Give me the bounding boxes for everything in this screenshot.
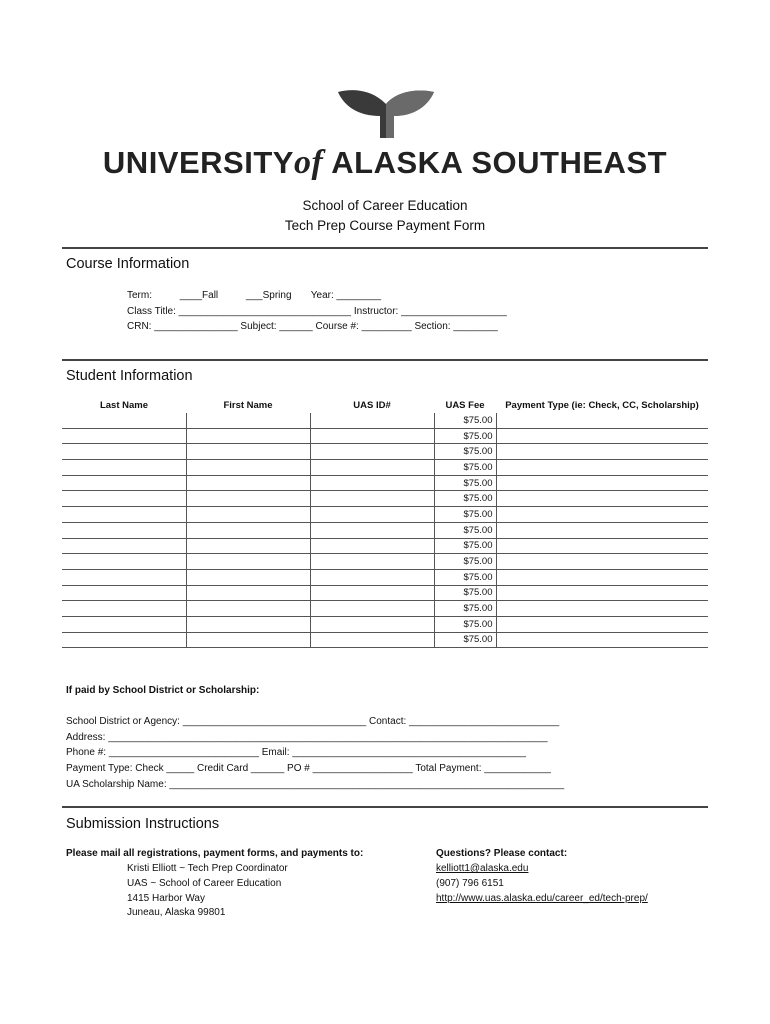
first-name-cell[interactable]: [186, 444, 310, 460]
submission-title: Submission Instructions: [66, 816, 220, 832]
phone-email-line: Phone #: ___________________________ Email: __________________________________________: [66, 747, 526, 758]
uas-fee-cell: $75.00: [434, 554, 496, 570]
class-title-line: Class Title: _______________________________ Instructor: ___________________: [127, 306, 507, 317]
last-name-cell[interactable]: [62, 538, 186, 554]
payment-type-cell[interactable]: [496, 585, 708, 601]
last-name-cell[interactable]: [62, 522, 186, 538]
payment-type-cell[interactable]: [496, 538, 708, 554]
table-row: [62, 522, 708, 538]
uas-fee-cell: $75.00: [434, 413, 496, 428]
uas-id-cell[interactable]: [310, 491, 434, 507]
last-name-cell[interactable]: [62, 460, 186, 476]
address-line: Address: _______________________________________________________________________________: [66, 732, 548, 743]
uas-fee-cell: $75.00: [434, 460, 496, 476]
table-row: [62, 585, 708, 601]
uas-fee-cell: $75.00: [434, 507, 496, 523]
uas-id-cell[interactable]: [310, 569, 434, 585]
column-header-first-name: First Name: [223, 400, 273, 411]
first-name-cell[interactable]: [186, 601, 310, 617]
uas-id-cell[interactable]: [310, 413, 434, 428]
address-line-3: 1415 Harbor Way: [127, 893, 205, 904]
payment-type-cell[interactable]: [496, 413, 708, 428]
payment-type-line: Payment Type: Check _____ Credit Card ______ PO # __________________ Total Payment: ____________: [66, 763, 551, 774]
first-name-cell[interactable]: [186, 507, 310, 523]
website-link[interactable]: http://www.uas.alaska.edu/career_ed/tech-prep/: [436, 893, 648, 904]
table-row: [62, 428, 708, 444]
uas-id-cell[interactable]: [310, 428, 434, 444]
uas-fee-cell: $75.00: [434, 601, 496, 617]
first-name-cell[interactable]: [186, 632, 310, 648]
uas-fee-cell: $75.00: [434, 538, 496, 554]
uas-fee-cell: $75.00: [434, 475, 496, 491]
uas-fee-cell: $75.00: [434, 491, 496, 507]
crn-line: CRN: _______________ Subject: ______ Course #: _________ Section: ________: [127, 321, 498, 332]
first-name-cell[interactable]: [186, 491, 310, 507]
first-name-cell[interactable]: [186, 460, 310, 476]
last-name-cell[interactable]: [62, 507, 186, 523]
table-row: [62, 507, 708, 523]
column-header-last-name: Last Name: [99, 400, 149, 411]
last-name-cell[interactable]: [62, 569, 186, 585]
uas-id-cell[interactable]: [310, 444, 434, 460]
payment-type-cell[interactable]: [496, 444, 708, 460]
uas-fee-cell: $75.00: [434, 616, 496, 632]
table-row: [62, 475, 708, 491]
term-line: Term: ____Fall ___Spring Year: ________: [127, 290, 382, 301]
payment-type-cell[interactable]: [496, 491, 708, 507]
last-name-cell[interactable]: [62, 616, 186, 632]
institution-name: [0, 144, 770, 182]
table-row: [62, 538, 708, 554]
uas-fee-cell: $75.00: [434, 428, 496, 444]
last-name-cell[interactable]: [62, 428, 186, 444]
first-name-cell[interactable]: [186, 569, 310, 585]
last-name-cell[interactable]: [62, 444, 186, 460]
last-name-cell[interactable]: [62, 475, 186, 491]
first-name-cell[interactable]: [186, 538, 310, 554]
column-header-payment-type: Payment Type (ie: Check, CC, Scholarship): [505, 400, 699, 411]
whale-tail-logo-icon: [336, 86, 436, 140]
section-divider: [62, 247, 708, 249]
table-row: [62, 616, 708, 632]
contact-email-link[interactable]: kelliott1@alaska.edu: [436, 863, 529, 874]
first-name-cell[interactable]: [186, 475, 310, 491]
column-header-uas-id: UAS ID#: [353, 400, 391, 411]
payment-type-cell[interactable]: [496, 460, 708, 476]
uas-id-cell[interactable]: [310, 522, 434, 538]
address-line-4: Juneau, Alaska 99801: [127, 907, 226, 918]
payment-type-cell[interactable]: [496, 522, 708, 538]
district-line: School District or Agency: _________________________________ Contact: ___________________________: [66, 716, 560, 727]
last-name-cell[interactable]: [62, 491, 186, 507]
payment-type-cell[interactable]: [496, 507, 708, 523]
payment-type-cell[interactable]: [496, 554, 708, 570]
table-row: [62, 491, 708, 507]
scholarship-line: UA Scholarship Name: _______________________________________________________________________: [66, 779, 565, 790]
table-row: [62, 413, 708, 428]
school-name: School of Career Education: [302, 198, 468, 213]
district-heading: If paid by School District or Scholarship:: [66, 685, 260, 696]
last-name-cell[interactable]: [62, 601, 186, 617]
first-name-cell[interactable]: [186, 522, 310, 538]
table-row: [62, 554, 708, 570]
last-name-cell[interactable]: [62, 585, 186, 601]
address-line-2: UAS ~ School of Career Education: [127, 878, 282, 889]
table-row: [62, 569, 708, 585]
institution-name-part2: ALASKA SOUTHEAST: [331, 145, 668, 180]
uas-id-cell[interactable]: [310, 538, 434, 554]
first-name-cell[interactable]: [186, 616, 310, 632]
first-name-cell[interactable]: [186, 413, 310, 428]
uas-id-cell[interactable]: [310, 585, 434, 601]
section-divider: [62, 806, 708, 808]
uas-id-cell[interactable]: [310, 601, 434, 617]
first-name-cell[interactable]: [186, 428, 310, 444]
table-row: [62, 460, 708, 476]
first-name-cell[interactable]: [186, 585, 310, 601]
student-info-title: Student Information: [66, 368, 193, 384]
uas-id-cell[interactable]: [310, 507, 434, 523]
uas-fee-cell: $75.00: [434, 585, 496, 601]
form-title: Tech Prep Course Payment Form: [284, 218, 486, 233]
uas-id-cell[interactable]: [310, 475, 434, 491]
mail-heading: Please mail all registrations, payment forms, and payments to:: [66, 848, 364, 859]
contact-phone: (907) 796 6151: [436, 878, 504, 889]
course-info-title: Course Information: [66, 256, 190, 272]
payment-type-cell[interactable]: [496, 601, 708, 617]
last-name-cell[interactable]: [62, 413, 186, 428]
payment-type-cell[interactable]: [496, 428, 708, 444]
institution-name-part1: UNIVERSITY: [102, 145, 294, 180]
last-name-cell[interactable]: [62, 554, 186, 570]
column-header-uas-fee: UAS Fee: [445, 400, 485, 411]
section-divider: [62, 359, 708, 361]
uas-id-cell[interactable]: [310, 460, 434, 476]
uas-id-cell[interactable]: [310, 632, 434, 648]
payment-type-cell[interactable]: [496, 616, 708, 632]
table-row: [62, 632, 708, 648]
payment-type-cell[interactable]: [496, 475, 708, 491]
student-table: [62, 413, 708, 648]
uas-fee-cell: $75.00: [434, 632, 496, 648]
institution-name-of: of: [293, 144, 324, 181]
table-row: [62, 444, 708, 460]
payment-type-cell[interactable]: [496, 569, 708, 585]
questions-heading: Questions? Please contact:: [436, 848, 568, 859]
uas-fee-cell: $75.00: [434, 522, 496, 538]
table-row: [62, 601, 708, 617]
first-name-cell[interactable]: [186, 554, 310, 570]
address-line-1: Kristi Elliott ~ Tech Prep Coordinator: [127, 863, 288, 874]
payment-type-cell[interactable]: [496, 632, 708, 648]
uas-fee-cell: $75.00: [434, 444, 496, 460]
uas-fee-cell: $75.00: [434, 569, 496, 585]
last-name-cell[interactable]: [62, 632, 186, 648]
uas-id-cell[interactable]: [310, 616, 434, 632]
uas-id-cell[interactable]: [310, 554, 434, 570]
